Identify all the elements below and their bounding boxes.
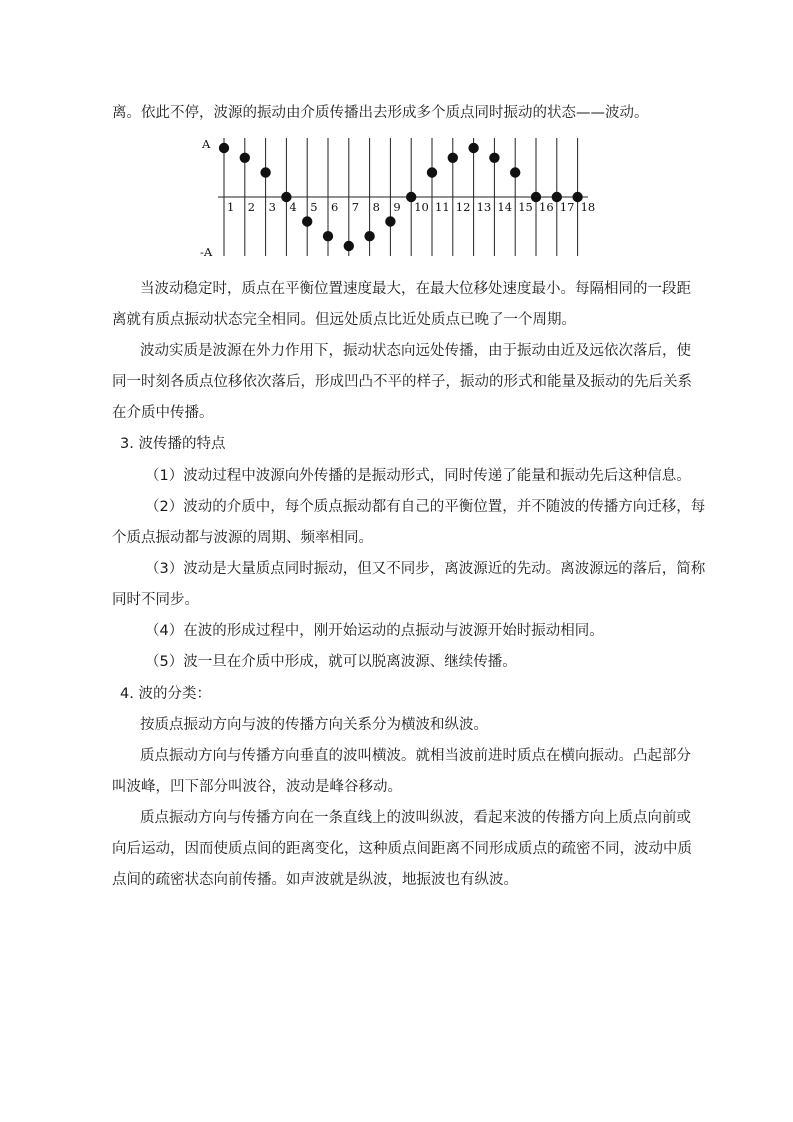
particle-label-8: 8 xyxy=(372,200,380,214)
s3-item3-line2: 同时不同步。 xyxy=(112,592,199,608)
s4-p2-line2: 叫波峰，凹下部分叫波谷，波动是峰谷移动。 xyxy=(112,779,402,795)
section3-heading: 3. 波传播的特点 xyxy=(120,436,226,452)
particle-5 xyxy=(302,216,312,226)
particle-label-15: 15 xyxy=(518,200,533,214)
particle-label-1: 1 xyxy=(227,200,235,214)
particle-7 xyxy=(344,241,354,251)
particle-9 xyxy=(385,216,395,226)
particle-15 xyxy=(510,167,520,177)
p1-line-1: 当波动稳定时，质点在平衡位置速度最大，在最大位移处速度最小。每隔相同的一段距 xyxy=(140,281,691,297)
particle-label-12: 12 xyxy=(455,200,471,214)
particle-3 xyxy=(260,167,270,177)
section4-heading: 4. 波的分类： xyxy=(120,686,211,702)
s3-item1-line1: （1）波动过程中波源向外传播的是振动形式，同时传递了能量和振动先后这种信息。 xyxy=(145,468,691,484)
s3-item2-line2: 个质点振动都与波源的周期、频率相同。 xyxy=(112,530,373,546)
amplitude-bottom-label: -A xyxy=(200,245,213,259)
s4-p2-line1: 质点振动方向与传播方向垂直的波叫横波。就相当波前进时质点在横向振动。凸起部分 xyxy=(140,748,691,764)
particle-1 xyxy=(219,143,229,153)
particle-label-16: 16 xyxy=(539,200,554,214)
particle-6 xyxy=(323,231,333,241)
particle-14 xyxy=(489,153,499,163)
particle-label-14: 14 xyxy=(497,200,513,214)
s3-item3-line1: （3）波动是大量质点同时振动，但又不同步，离波源近的先动。离波源远的落后，简称 xyxy=(145,561,706,577)
amplitude-top-label: A xyxy=(202,137,211,151)
s3-item2-line1: （2）波动的介质中，每个质点振动都有自己的平衡位置，并不随波的传播方向迁移，每 xyxy=(145,499,706,515)
s4-p3-line2: 向后运动，因而使质点间的距离变化，这种质点间距离不同形成质点的疏密不同，波动中质 xyxy=(112,841,692,857)
particle-11 xyxy=(427,167,437,177)
wave-particle-diagram xyxy=(196,132,596,262)
particle-label-3: 3 xyxy=(268,200,276,214)
intro-line: 离。依此不停，波源的振动由介质传播出去形成多个质点同时振动的状态——波动。 xyxy=(112,105,649,121)
particle-label-17: 17 xyxy=(559,200,575,214)
s4-p3-line1: 质点振动方向与传播方向在一条直线上的波叫纵波，看起来波的传播方向上质点向前或 xyxy=(140,810,691,826)
particle-label-9: 9 xyxy=(393,200,401,214)
particle-label-10: 10 xyxy=(414,200,429,214)
p1-line-2: 离就有质点振动状态完全相同。但远处质点比近处质点已晚了一个周期。 xyxy=(112,312,576,328)
particle-label-5: 5 xyxy=(310,200,318,214)
particle-12 xyxy=(448,153,458,163)
particle-13 xyxy=(468,143,478,153)
particle-label-6: 6 xyxy=(331,200,339,214)
p2-line-3: 在介质中传播。 xyxy=(112,405,214,421)
s3-item5-line1: （5）波一旦在介质中形成，就可以脱离波源、继续传播。 xyxy=(145,654,517,670)
p2-line-2: 同一时刻各质点位移依次落后，形成凹凸不平的样子，振动的形式和能量及振动的先后关系 xyxy=(112,374,692,390)
particle-label-13: 13 xyxy=(476,200,492,214)
particle-2 xyxy=(240,153,250,163)
particle-label-2: 2 xyxy=(247,200,256,214)
particle-label-4: 4 xyxy=(289,200,297,214)
p2-line-1: 波动实质是波源在外力作用下，振动状态向远处传播，由于振动由近及远依次落后，使 xyxy=(140,343,691,359)
particle-label-18: 18 xyxy=(580,200,596,214)
s3-item4-line1: （4）在波的形成过程中，刚开始运动的点振动与波源开始时振动相同。 xyxy=(145,623,604,639)
particle-label-11: 11 xyxy=(435,200,450,214)
s4-p1-line1: 按质点振动方向与波的传播方向关系分为横波和纵波。 xyxy=(140,717,488,733)
particle-label-7: 7 xyxy=(351,200,360,214)
s4-p3-line3: 点间的疏密状态向前传播。如声波就是纵波，地振波也有纵波。 xyxy=(112,872,518,888)
particle-8 xyxy=(364,231,374,241)
